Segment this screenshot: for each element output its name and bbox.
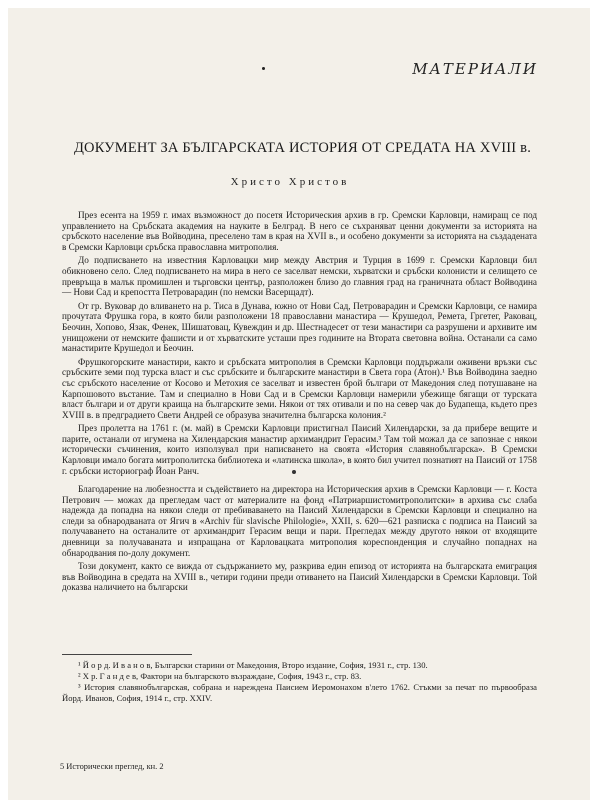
article-body-continued [62,484,537,596]
section-heading: МАТЕРИАЛИ [412,60,538,78]
article-title: ДОКУМЕНТ ЗА БЪЛГАРСКАТА ИСТОРИЯ ОТ СРЕДАТА НА XVIII в. [73,140,532,156]
paragraph: До подписването на известния Карловацки мир между Австрия и Турция в 1699 г. Сремски Карловци бил обикновено село. След подписването на мира в него се заселват немски, хърватски и сръбски колонисти и селището се превръща в малък промишлен и търговски център, разположен близо до главния град на граничната област Войводина — Нови Сад и крепостта Петроварадин (по немски Васерщадт). [62,255,537,298]
paragraph: От гр. Вуковар до вливането на р. Тиса в Дунава, южно от Нови Сад, Петроварадин и Сремски Карловци, се намира прочутата Фрушка гора, в която били разположени 18 православни манастира — Крушедол, Ремета, Гргетег, Раковац, Беочин, Хопово, Язак, Фенек, Шишатовац, Кувеждин и др. Шестнадесет от тези манастири са разрушени и архивите им унищожени от немските фашисти и от хърватските усташи през годините на Втората световна война. Останали са само манастирите Крушедол и Беочин. [62,300,537,354]
ornament-dot [262,67,265,70]
footnote: ¹ Й о р д. И в а н о в, Български старини от Македония, Второ издание, София, 1931 г., стр. 130. [78,660,428,670]
paragraph: През есента на 1959 г. имах възможност до посетя Историческия архив в гр. Сремски Карловци, намиращ се под управлението на Сръбската академия на науките в Белград. В него се съхраняват ценни документи за историята на сръбското население във Войводина, преселено там в края на XVII в., и особено документи за историята на създадената в Сремски Карловци сръбска православна митрополия. [62,210,537,252]
paragraph: Фрушкогорските манастири, както и сръбската митрополия в Сремски Карловци поддържали оживени връзки със сръбските земи под турска власт и със сръбските и българските манастири в Света гора (Атон).¹ Във Войводина заедно със сръбското население от Косово и Метохия се заселват и известен брой българи от Македония след потушаване на Карпошовото въстание. Там и специално в Нови Сад и в Сремски Карловци намерили убежище бягащи от турската власт българи и от други краища на българските земи. Някои от тях отивали и по на север чак до Будапеща, където през XVIII в. в предградието Свети Андрей се образува значителна българска колония.² [62,356,537,420]
page-signature: 5 Исторически преглед, кн. 2 [60,762,164,771]
section-separator [292,470,296,474]
paragraph: През пролетта на 1761 г. (м. май) в Сремски Карловци пристигнал Паисий Хилендарски, за да прибере вещите и парите, останали от игумена на Хилендарския манастир архимандрит Герасим.³ Там той можал да се запознае с някои исторически съчинения, които използувал при написването на своята «История славянобългарска». В Сремски Карловци имало богата митрополитска библиотека и «латинска школа», в която бил учител познатият на Паисий от 1758 г. сръбски историограф Йоан Ранч. [62,423,537,476]
footnote-rule [62,654,192,655]
footnotes [62,660,537,704]
article-author: Христо Христов [230,176,350,188]
paragraph: Този документ, както се вижда от съдържанието му, разкрива един епизод от историята на българската емиграция във Войводина в средата на XVIII в., четири години преди отиването на Паисий Хилендарски в Сремски Карловци. Той доказва наличието на български [62,561,537,593]
footnote: ² Х р. Г а н д е в, Фактори на българското възраждане, София, 1943 г., стр. 83. [78,671,362,682]
footnote: ³ История славянобългарская, собрана и нареждена Паисием Иеромонахом в'лето 1762. Стъкми за печат по първообраза Йорд. Иванов, София, 1914 г., стр. XXIV. [62,682,537,703]
article-body [62,210,537,479]
paragraph: Благодарение на любезността и съдействието на директора на Историческия архив в Сремски Карловци — г. Коста Петрович — можах да прегледам част от материалите на фонд «Патриаршистомитрополитски» в архива със слаба надежда да попадна на някои следи от пребиваването на Паисий Хилендарски в Сремски Карловци и специално на следи за обнародваната от Ягич в «Archiv für slavische Philologie», XXII, s. 620—621 разписка с подписа на Паисий за получаването на останалите от архимандрит Герасим вещи и пари. Прегледах между другото някои от входящите дневници за получаваната и изпращана от Карловацката митрополия кореспонденция и случайно попаднах на обнародвания по-долу документ. [62,484,537,558]
